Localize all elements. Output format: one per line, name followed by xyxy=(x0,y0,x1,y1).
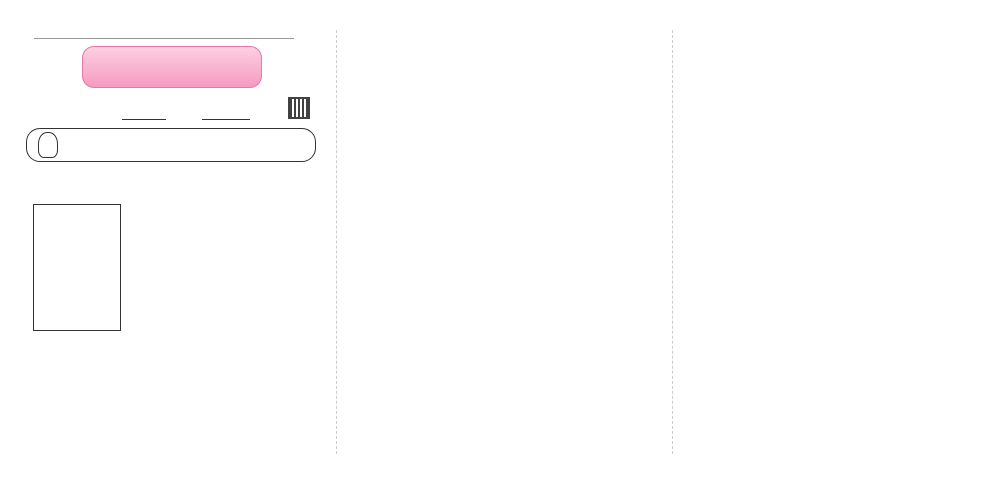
student-avatar xyxy=(38,132,58,158)
grade-bar xyxy=(34,38,294,39)
title-banner xyxy=(82,46,262,88)
page-3 xyxy=(676,0,1000,484)
name-field[interactable] xyxy=(202,119,250,120)
column-divider xyxy=(336,30,337,454)
intro-box xyxy=(26,128,316,162)
column-divider xyxy=(672,30,673,454)
page-2 xyxy=(340,0,670,484)
class-field[interactable] xyxy=(122,119,166,120)
winter-holiday-card xyxy=(33,204,121,331)
qr-code[interactable] xyxy=(288,97,310,119)
page-1 xyxy=(0,0,330,484)
